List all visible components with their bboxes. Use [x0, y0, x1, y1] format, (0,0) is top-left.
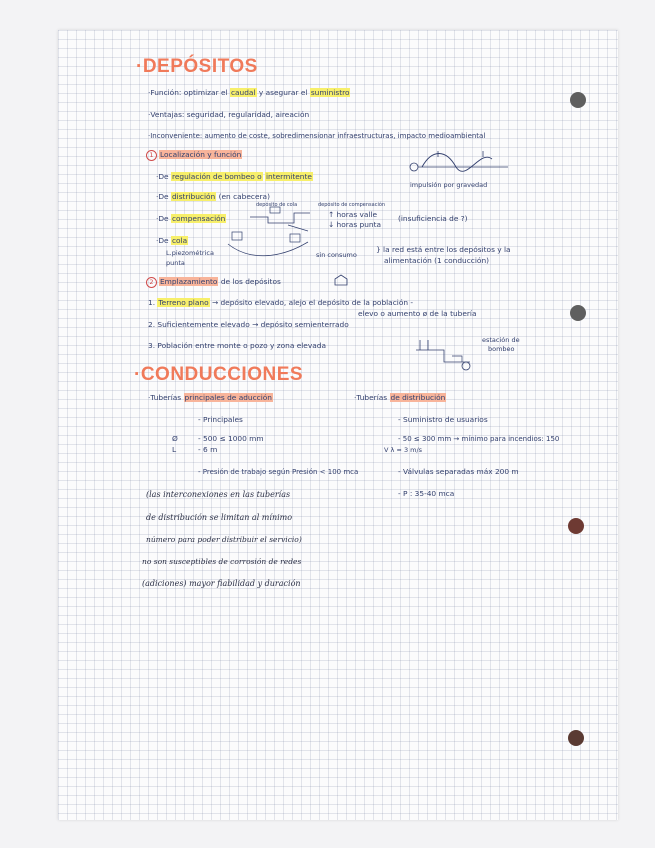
regulation-wave-sketch	[408, 145, 518, 175]
emplazamiento-item-2: 2. Suficientemente elevado → depósito semienterrado	[148, 320, 349, 329]
hora-valle: ↑ horas valle	[328, 210, 378, 219]
binder-hole-4	[568, 730, 584, 746]
binder-hole-3	[568, 518, 584, 534]
distribucion-line-4: - Válvulas separadas máx 200 m	[398, 467, 519, 476]
binder-hole-2	[570, 305, 586, 321]
hora-punta: ↓ horas punta	[328, 220, 382, 229]
principales-line-3: - 6 m	[198, 445, 218, 454]
distribucion-line-5: - P : 35-40 mca	[398, 489, 455, 498]
handwritten-note-5: (adiciones) mayor fiabilidad y duración	[142, 579, 301, 588]
emplazamiento-item-1b: elevo o aumento ø de la tubería	[358, 309, 477, 318]
tuberias-distribucion-heading: ·Tuberías de distribución	[354, 393, 446, 402]
compensacion-note: depósito de compensación	[318, 202, 386, 208]
handwritten-note-1: (las interconexiones en las tuberías	[146, 490, 291, 499]
notebook-page	[58, 30, 618, 820]
length-symbol: L	[172, 445, 177, 454]
distribucion-line-3: V λ ≈ 3 m/s	[384, 446, 423, 454]
diameter-symbol: Ø	[172, 434, 178, 443]
section-title-depositos: ·DEPÓSITOS	[136, 56, 258, 77]
piezometric-label: L.piezométrica	[166, 249, 214, 257]
section-number-2: 2	[146, 277, 157, 288]
emplazamiento-item-3: 3. Población entre monte o pozo y zona elevada	[148, 341, 326, 350]
bombeo-sketch	[414, 336, 484, 372]
item-cola: ·De cola	[156, 236, 188, 245]
estacion-label-2: bombeo	[488, 345, 515, 353]
distribucion-line-2: - 50 ≤ 300 mm → mínimo para incendios: 150	[398, 435, 560, 443]
sin-consumo-label: sin consumo	[316, 251, 357, 259]
item-distribucion: ·De distribución (en cabecera)	[156, 192, 270, 201]
impulsion-note: impulsión por gravedad	[410, 181, 488, 189]
principales-line-4: - Presión de trabajo según Presión < 100 mca	[198, 468, 359, 476]
handwritten-note-4: no son susceptibles de corrosión de redes	[142, 557, 302, 566]
handwritten-note-3: número para poder distribuir el servicio)	[146, 535, 302, 544]
emplazamiento-item-1: 1. Terreno plano → depósito elevado, alejo el depósito de la población -	[148, 298, 414, 307]
binder-hole-1	[570, 92, 586, 108]
punta-label: punta	[166, 259, 185, 267]
insuficiencia-note: (insuficiencia de ?)	[398, 214, 468, 223]
funcion-line: ·Función: optimizar el caudal y asegurar el suministro	[148, 88, 350, 97]
section2-title: Emplazamiento de los depósitos	[160, 277, 281, 286]
item-compensacion: ·De compensación	[156, 214, 226, 223]
distribucion-line-1: - Suministro de usuarios	[398, 415, 488, 424]
cola-note-2: alimentación (1 conducción)	[384, 256, 490, 265]
section-title-conducciones: ·CONDUCCIONES	[134, 364, 304, 385]
principales-line-2: - 500 ≤ 1000 mm	[198, 434, 264, 443]
section-number-1: 1	[146, 150, 157, 161]
handwritten-note-2: de distribución se limitan al mínimo	[146, 513, 293, 522]
inconveniente-line: ·Inconveniente: aumento de coste, sobredimensionar infraestructuras, impacto medioambiental	[148, 132, 486, 140]
tank-icon	[334, 274, 348, 286]
cola-sketch	[228, 230, 318, 264]
tuberias-principales-heading: ·Tuberías principales de aducción	[148, 393, 272, 402]
cola-note-1: } la red está entre los depósitos y la	[376, 245, 511, 254]
item-regulacion: ·De regulación de bombeo o intermitente	[156, 172, 312, 181]
estacion-label-1: estación de	[482, 336, 520, 344]
principales-line-1: - Principales	[198, 415, 243, 424]
section1-title: Localización y función	[160, 150, 242, 159]
distribucion-note: depósito de cola	[256, 202, 298, 208]
ventajas-line: ·Ventajas: seguridad, regularidad, aireación	[148, 110, 310, 119]
